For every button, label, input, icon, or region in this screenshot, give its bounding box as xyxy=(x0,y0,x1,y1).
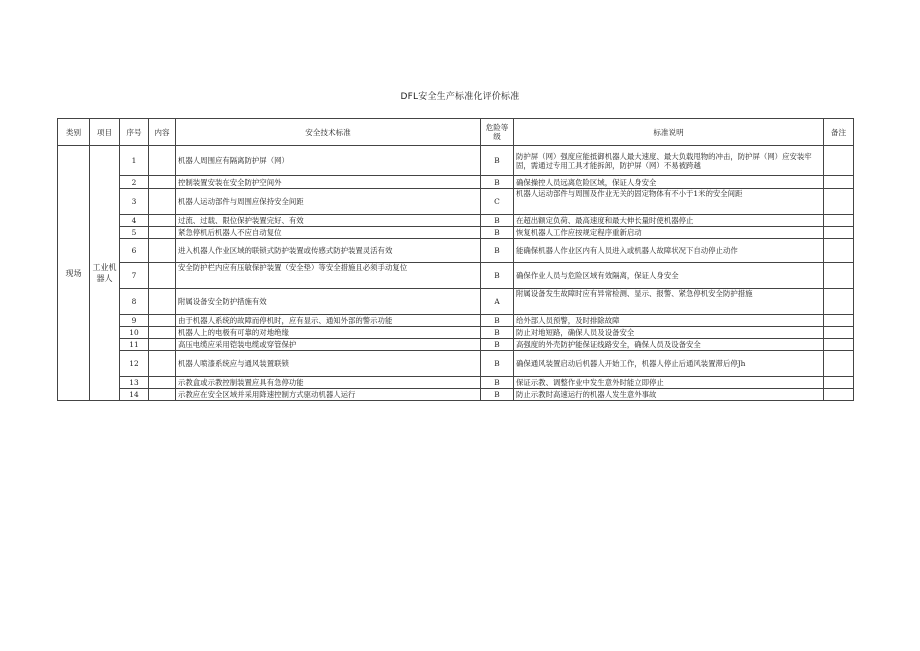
row-explanation: 恢复机器人工作应按规定程序重新启动 xyxy=(514,227,824,239)
table-row xyxy=(58,315,854,327)
row-risk: B xyxy=(481,239,514,263)
row-risk: B xyxy=(481,227,514,239)
table-row xyxy=(58,146,854,176)
row-no: 9 xyxy=(120,315,149,327)
row-remark xyxy=(824,289,854,315)
row-standard: 高压电缆应采用铠装电缆或穿管保护 xyxy=(176,339,481,351)
row-standard: 附属设备安全防护措施有效 xyxy=(176,289,481,315)
row-risk: B xyxy=(481,327,514,339)
document-title: DFL安全生产标准化评价标准 xyxy=(400,92,520,102)
row-standard: 进入机器人作业区域的联锁式防护装置或传感式防护装置灵活有效 xyxy=(176,239,481,263)
row-content xyxy=(149,146,176,176)
header-risk: 危险等级 xyxy=(481,119,514,146)
row-risk: B xyxy=(481,176,514,189)
row-explanation: 能确保机器人作业区内有人员进入或机器人故障状况下自动停止动作 xyxy=(514,239,824,263)
row-explanation: 防护屏（网）强度应能抵御机器人最大速度、最大负载甩物的冲击，防护屏（网）应安装牢固，需通过专用工具才能拆卸，防护屏（网）不易被跨越 xyxy=(514,146,824,176)
row-remark xyxy=(824,389,854,401)
row-remark xyxy=(824,327,854,339)
row-content xyxy=(149,339,176,351)
row-no: 12 xyxy=(120,351,149,377)
row-no: 14 xyxy=(120,389,149,401)
row-explanation: 机器人运动部件与周围及作业无关的固定物体有不小于1米的安全间距 xyxy=(514,189,824,215)
table-row xyxy=(58,215,854,227)
row-content xyxy=(149,351,176,377)
row-content xyxy=(149,315,176,327)
table-row xyxy=(58,263,854,289)
header-explanation: 标准说明 xyxy=(514,119,824,146)
row-standard: 安全防护栏内应有压敏保护装置（安全垫）等安全措施且必须手动复位 xyxy=(176,263,481,289)
row-no: 7 xyxy=(120,263,149,289)
row-risk: B xyxy=(481,263,514,289)
row-remark xyxy=(824,239,854,263)
row-remark xyxy=(824,215,854,227)
row-no: 1 xyxy=(120,146,149,176)
row-no: 4 xyxy=(120,215,149,227)
row-no: 8 xyxy=(120,289,149,315)
row-content xyxy=(149,389,176,401)
row-risk: B xyxy=(481,377,514,389)
row-remark xyxy=(824,339,854,351)
header-item: 项目 xyxy=(90,119,120,146)
row-standard: 控制装置安装在安全防护空间外 xyxy=(176,176,481,189)
category-cell: 现场 xyxy=(58,146,90,401)
row-content xyxy=(149,263,176,289)
row-standard: 机器人上的电极有可靠的对地绝缘 xyxy=(176,327,481,339)
table-row xyxy=(58,289,854,315)
header-no: 序号 xyxy=(120,119,149,146)
row-explanation: 防止对地短路，确保人员及设备安全 xyxy=(514,327,824,339)
row-remark xyxy=(824,351,854,377)
table-row xyxy=(58,239,854,263)
row-risk: B xyxy=(481,215,514,227)
row-content xyxy=(149,289,176,315)
header-standard: 安全技术标准 xyxy=(176,119,481,146)
table-row xyxy=(58,351,854,377)
row-no: 11 xyxy=(120,339,149,351)
row-content xyxy=(149,239,176,263)
table-row xyxy=(58,176,854,189)
row-no: 5 xyxy=(120,227,149,239)
row-standard: 机器人喷漆系统应与通风装置联锁 xyxy=(176,351,481,377)
evaluation-table xyxy=(57,118,854,401)
row-no: 10 xyxy=(120,327,149,339)
row-risk: B xyxy=(481,339,514,351)
row-remark xyxy=(824,146,854,176)
row-no: 3 xyxy=(120,189,149,215)
header-remark: 备注 xyxy=(824,119,854,146)
row-risk: A xyxy=(481,289,514,315)
row-risk: C xyxy=(481,189,514,215)
row-remark xyxy=(824,315,854,327)
row-content xyxy=(149,327,176,339)
row-risk: B xyxy=(481,351,514,377)
header-category: 类别 xyxy=(58,119,90,146)
table-row xyxy=(58,377,854,389)
row-remark xyxy=(824,377,854,389)
row-explanation: 确保操控人员远离危险区域，保证人身安全 xyxy=(514,176,824,189)
row-explanation: 高强度的外壳防护能保证线路安全，确保人员及设备安全 xyxy=(514,339,824,351)
row-explanation: 附属设备发生故障时应有异常检测、显示、报警、紧急停机安全防护措施 xyxy=(514,289,824,315)
table-row xyxy=(58,327,854,339)
table-header-row xyxy=(58,119,854,146)
row-explanation: 保证示教、调整作业中发生意外时能立即停止 xyxy=(514,377,824,389)
row-content xyxy=(149,215,176,227)
row-explanation: 防止示教时高速运行的机器人发生意外事故 xyxy=(514,389,824,401)
row-remark xyxy=(824,263,854,289)
row-content xyxy=(149,227,176,239)
row-explanation: 确保通风装置启动后机器人开始工作，机器人停止后通风装置滞后停Jh xyxy=(514,351,824,377)
row-explanation: 给外部人员预警，及时排除故障 xyxy=(514,315,824,327)
table-row xyxy=(58,189,854,215)
row-standard: 过流、过载、限位保护装置完好、有效 xyxy=(176,215,481,227)
row-no: 6 xyxy=(120,239,149,263)
row-no: 13 xyxy=(120,377,149,389)
header-content: 内容 xyxy=(149,119,176,146)
row-standard: 示教应在安全区域并采用降速控制方式驱动机器人运行 xyxy=(176,389,481,401)
row-standard: 由于机器人系统的故障而停机时，应有显示、通知外部的警示功能 xyxy=(176,315,481,327)
row-standard: 机器人运动部件与周围应保持安全间距 xyxy=(176,189,481,215)
table-row xyxy=(58,227,854,239)
row-content xyxy=(149,189,176,215)
row-standard: 紧急停机后机器人不应自动复位 xyxy=(176,227,481,239)
item-cell: 工业机器人 xyxy=(90,146,120,401)
table-row xyxy=(58,389,854,401)
row-remark xyxy=(824,227,854,239)
row-explanation: 在超出额定负荷、最高速度和最大伸长量时使机器停止 xyxy=(514,215,824,227)
row-explanation: 确保作业人员与危险区域有效隔离，保证人身安全 xyxy=(514,263,824,289)
row-remark xyxy=(824,189,854,215)
row-risk: B xyxy=(481,315,514,327)
table-row xyxy=(58,339,854,351)
row-content xyxy=(149,176,176,189)
row-content xyxy=(149,377,176,389)
row-risk: B xyxy=(481,389,514,401)
row-risk: B xyxy=(481,146,514,176)
row-standard: 示教盒或示教控制装置应具有急停功能 xyxy=(176,377,481,389)
row-remark xyxy=(824,176,854,189)
row-no: 2 xyxy=(120,176,149,189)
row-standard: 机器人周围应有隔离防护屏（网） xyxy=(176,146,481,176)
